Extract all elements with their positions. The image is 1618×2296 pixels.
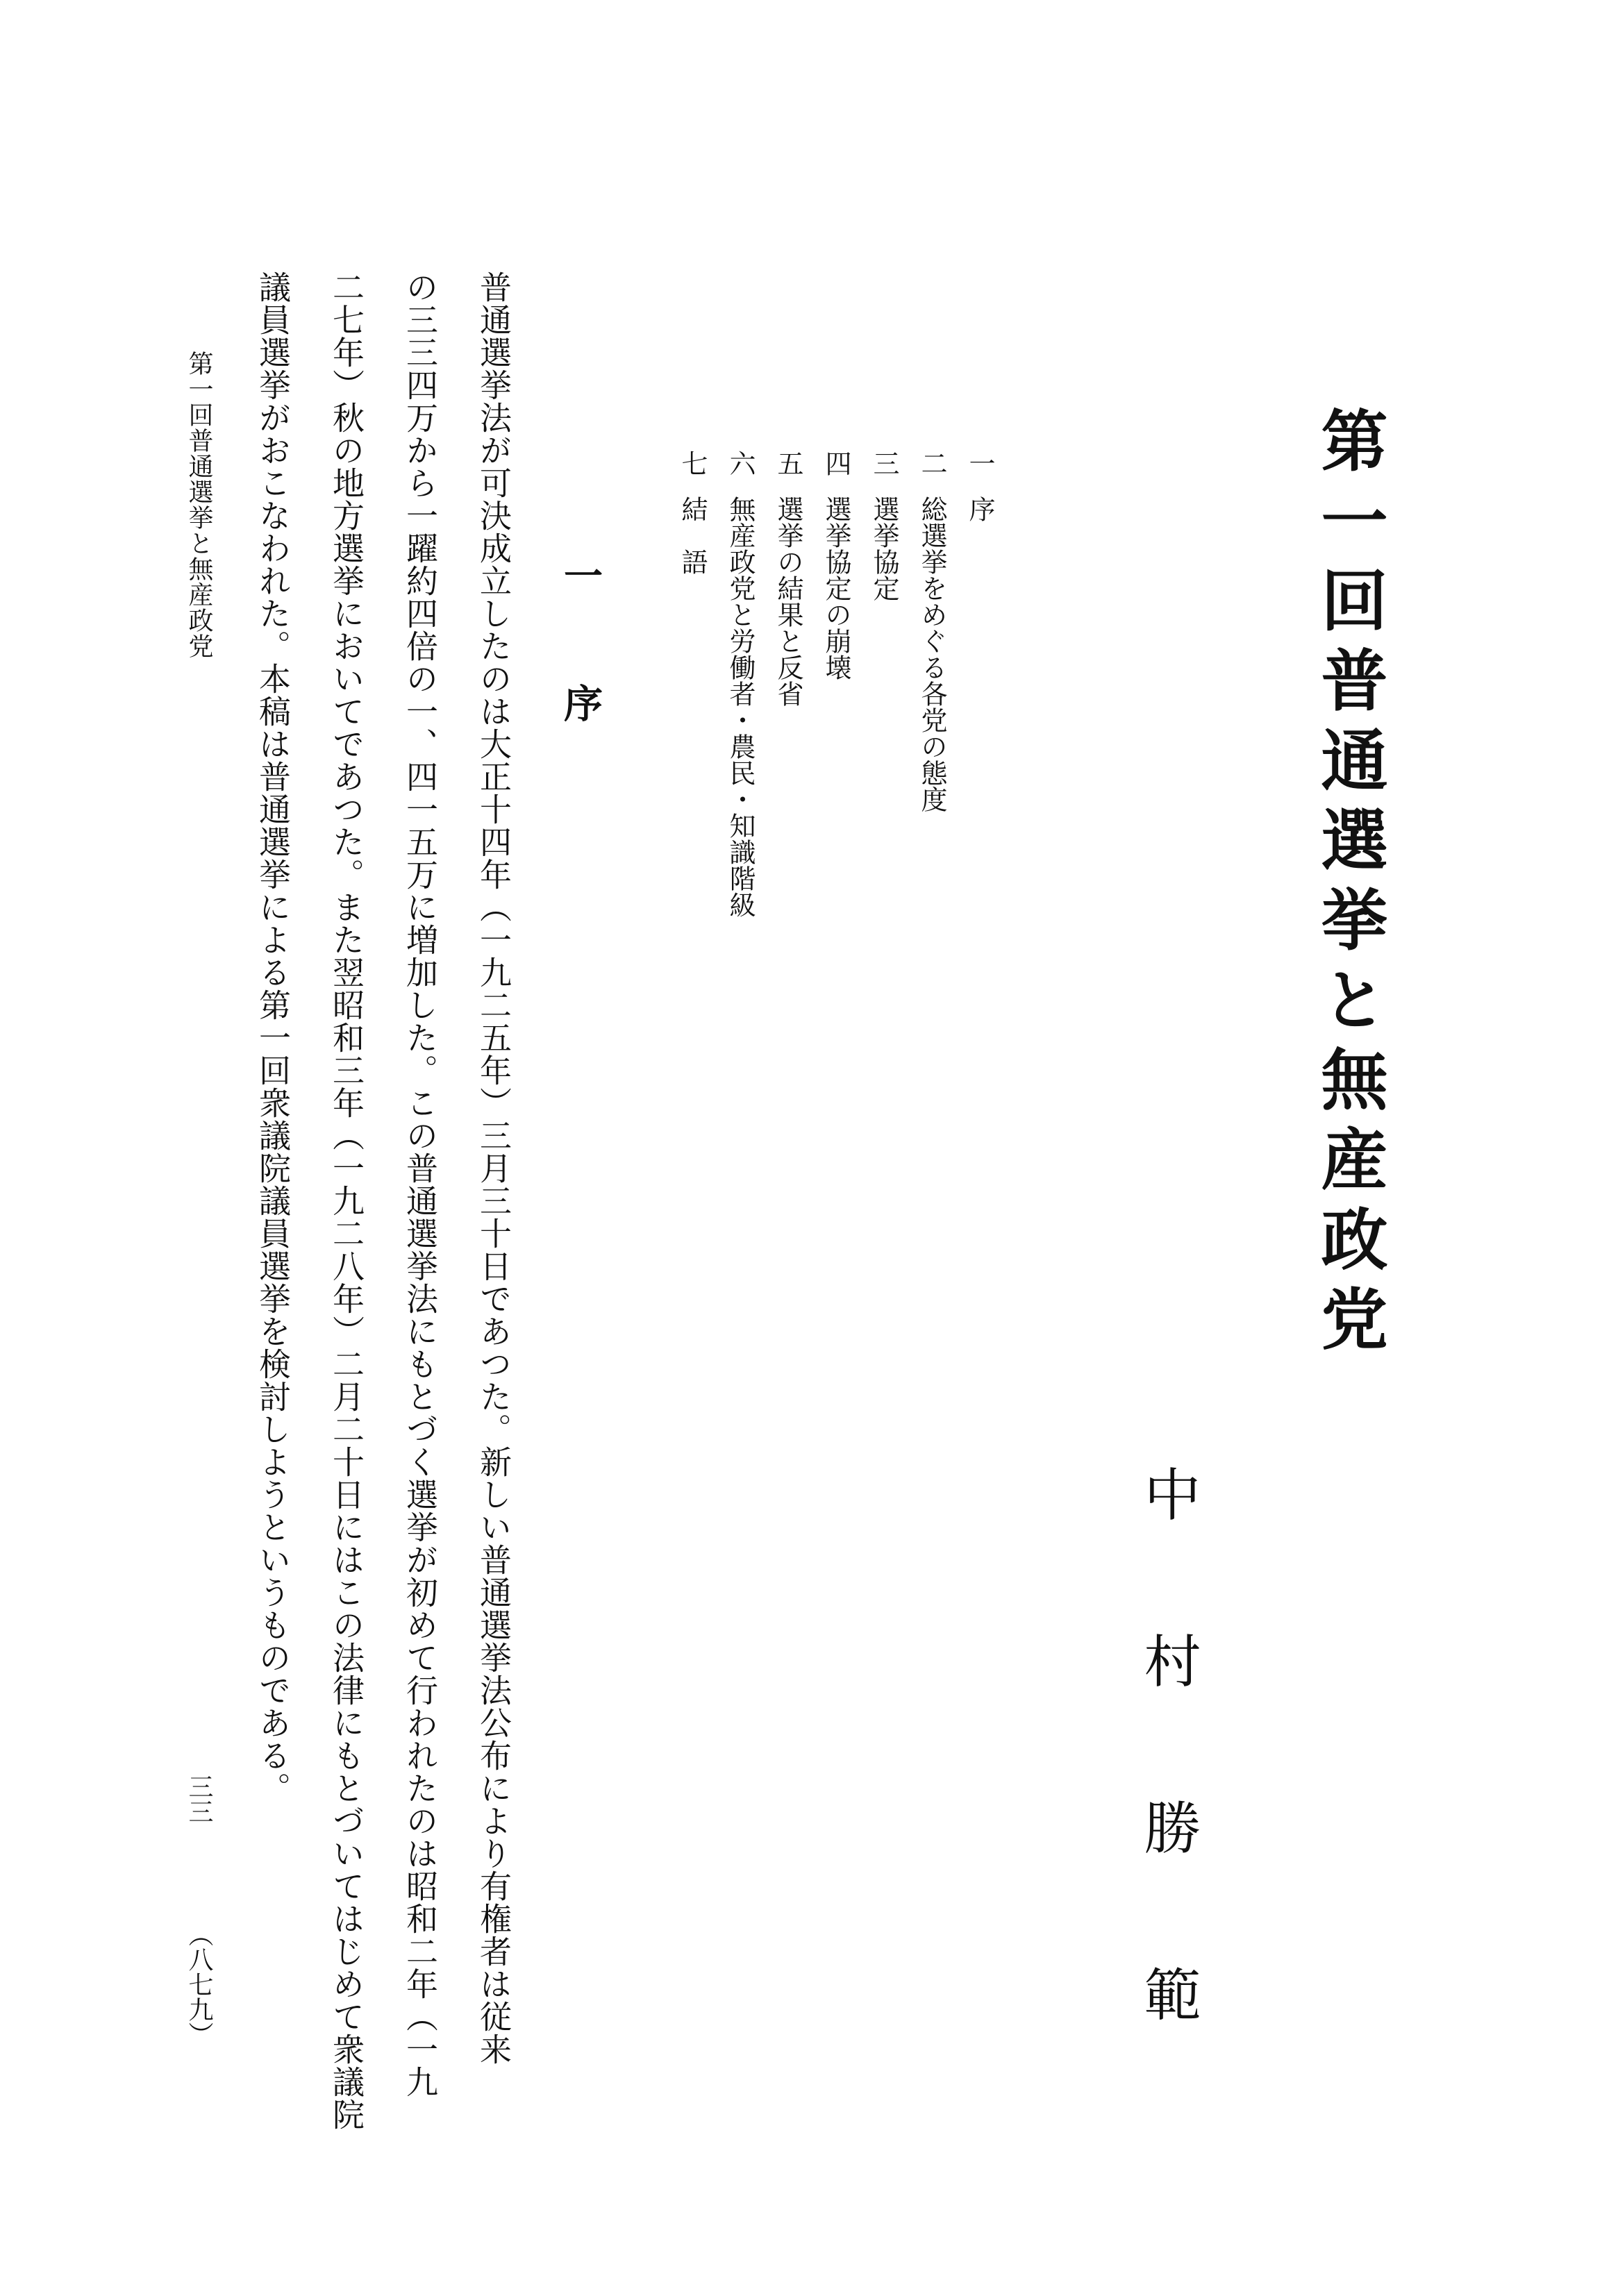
- toc-item-label: 結 語: [677, 496, 708, 575]
- running-head: 第一回普通選挙と無産政党: [185, 351, 213, 659]
- toc-item-label: 選挙協定: [869, 496, 899, 601]
- toc-item-number: 五: [773, 450, 803, 476]
- body-column: 議員選挙がおこなわれた。本稿は普通選挙による第一回衆議院議員選挙を検討しようというものである。: [254, 271, 292, 1804]
- toc-item-label: 無産政党と労働者・農民・知識階級: [725, 496, 756, 918]
- toc-item: [823, 450, 849, 1019]
- toc-item-number: 四: [821, 450, 851, 476]
- body-text: [250, 271, 542, 2159]
- body-column: 普通選挙法が可決成立したのは大正十四年（一九二五年）三月三十日であつた。新しい普通選挙法公布により有権者は従来: [475, 271, 512, 2065]
- toc-item-number: 一: [965, 450, 995, 476]
- section-heading: 一 序: [558, 555, 603, 747]
- article-title: 第一回普通選挙と無産政党: [1310, 406, 1389, 1364]
- toc-item-number: 六: [725, 450, 756, 476]
- toc-item: [775, 450, 801, 1019]
- toc-item-label: 総選挙をめぐる各党の態度: [917, 496, 947, 812]
- toc-item-number: 七: [677, 450, 708, 476]
- toc-item: [919, 450, 945, 1019]
- table-of-contents: [667, 450, 993, 1019]
- toc-item: [679, 450, 706, 1019]
- toc-item-label: 序: [965, 496, 995, 522]
- author-name: 中村勝範: [1135, 1465, 1201, 2131]
- body-column: 二七年）秋の地方選挙においてであつた。また翌昭和三年（一九二八年）二月二十日にはこの法律にもとづいてはじめて衆議院: [328, 271, 365, 2131]
- toc-item: [967, 450, 993, 1019]
- toc-item-label: 選挙協定の崩壊: [821, 496, 851, 680]
- toc-item: [725, 450, 756, 1019]
- toc-item-label: 選挙の結果と反省: [773, 496, 803, 707]
- serial-page-number: （八七九）: [185, 1922, 213, 2047]
- body-column: の三三四万から一躍約四倍の一、四一五万に増加した。この普通選挙法にもとづく選挙が初めて行われたのは昭和二年（一九: [401, 271, 439, 2098]
- toc-item: [871, 450, 897, 1019]
- toc-item-number: 三: [869, 450, 899, 476]
- page-number: 三三: [185, 1774, 213, 1824]
- toc-item-number: 二: [917, 450, 947, 476]
